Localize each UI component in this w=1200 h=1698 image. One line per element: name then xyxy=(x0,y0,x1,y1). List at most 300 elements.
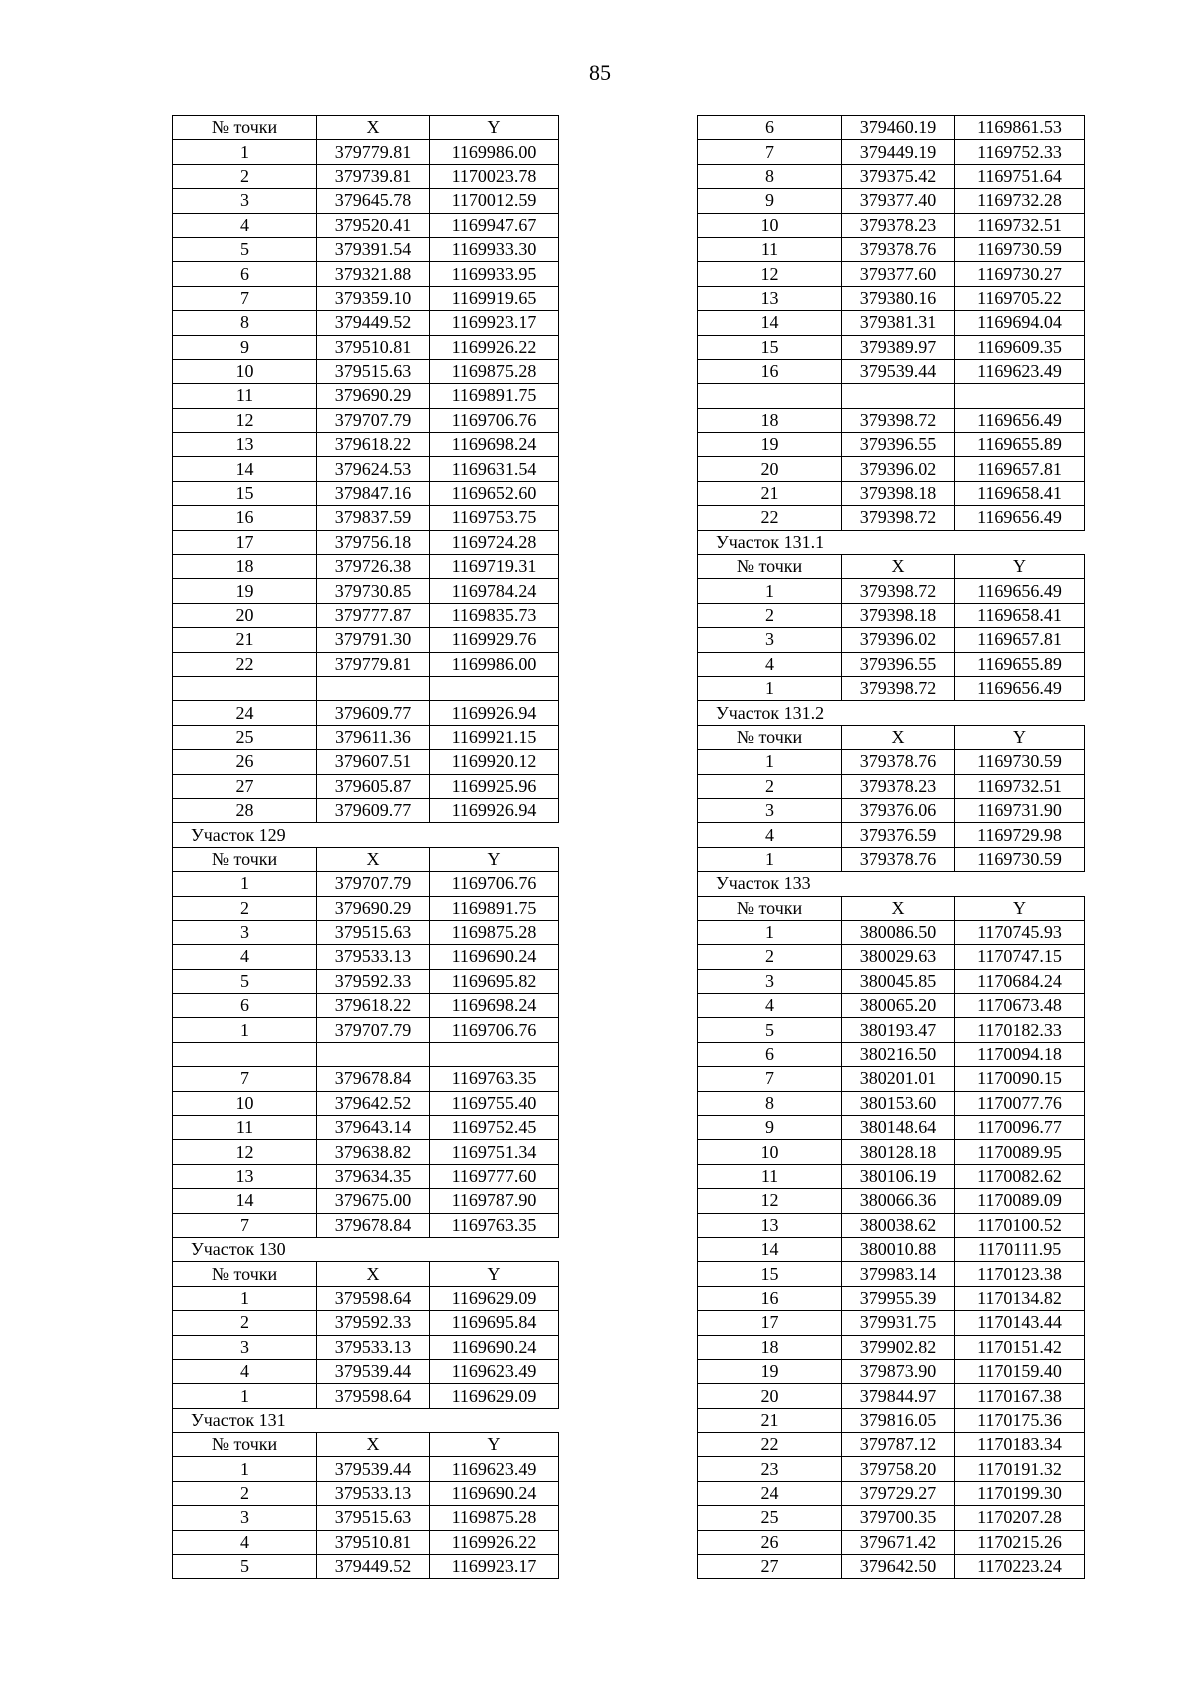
x-coordinate-cell: 380065.20 xyxy=(842,994,955,1018)
table-row xyxy=(173,213,559,237)
y-coordinate-cell: 1169763.35 xyxy=(430,1067,559,1091)
empty-cell xyxy=(430,1042,559,1066)
table-row xyxy=(173,701,559,725)
table-row xyxy=(173,1067,559,1091)
x-coordinate-cell: 379777.87 xyxy=(317,603,430,627)
table-row xyxy=(173,433,559,457)
y-coordinate-cell: 1169609.35 xyxy=(955,335,1085,359)
point-number-cell: 5 xyxy=(173,237,317,261)
table-header-row xyxy=(173,1433,559,1457)
point-number-cell: 5 xyxy=(698,1018,842,1042)
x-coordinate-cell: 379609.77 xyxy=(317,798,430,822)
table-row xyxy=(698,652,1085,676)
table-row xyxy=(698,628,1085,652)
x-coordinate-cell: 379678.84 xyxy=(317,1067,430,1091)
point-number-cell: 26 xyxy=(173,750,317,774)
x-coordinate-cell: 379598.64 xyxy=(317,1384,430,1408)
x-coordinate-cell: 379533.13 xyxy=(317,945,430,969)
table-row xyxy=(173,384,559,408)
table-row xyxy=(698,1457,1085,1481)
y-coordinate-cell: 1170151.42 xyxy=(955,1335,1085,1359)
table-row xyxy=(173,579,559,603)
y-coordinate-cell: 1170215.26 xyxy=(955,1530,1085,1554)
x-coordinate-cell: 379756.18 xyxy=(317,530,430,554)
x-header: X xyxy=(317,1433,430,1457)
table-row xyxy=(173,359,559,383)
point-number-cell: 14 xyxy=(173,1189,317,1213)
point-number-cell: 9 xyxy=(698,1116,842,1140)
x-coordinate-cell: 380201.01 xyxy=(842,1067,955,1091)
x-coordinate-cell: 379396.55 xyxy=(842,652,955,676)
table-row xyxy=(173,725,559,749)
y-coordinate-cell: 1169658.41 xyxy=(955,603,1085,627)
table-row xyxy=(698,481,1085,505)
point-number-cell: 10 xyxy=(173,1091,317,1115)
x-coordinate-cell: 379449.52 xyxy=(317,311,430,335)
table-row xyxy=(173,603,559,627)
y-coordinate-cell: 1169875.28 xyxy=(430,359,559,383)
table-row xyxy=(698,1262,1085,1286)
table-row xyxy=(173,262,559,286)
x-coordinate-cell: 379955.39 xyxy=(842,1286,955,1310)
point-number-cell: 22 xyxy=(698,1433,842,1457)
point-number-cell: 22 xyxy=(173,652,317,676)
point-number-cell: 4 xyxy=(173,1530,317,1554)
table-row xyxy=(173,1481,559,1505)
point-number-cell: 1 xyxy=(173,1286,317,1310)
point-number-cell: 14 xyxy=(173,457,317,481)
y-coordinate-cell: 1169933.30 xyxy=(430,237,559,261)
point-number-cell: 24 xyxy=(173,701,317,725)
y-coordinate-cell: 1170123.38 xyxy=(955,1262,1085,1286)
point-number-cell: 20 xyxy=(698,1384,842,1408)
empty-cell xyxy=(173,1042,317,1066)
x-coordinate-cell: 379726.38 xyxy=(317,555,430,579)
y-header: Y xyxy=(955,555,1085,579)
empty-cell xyxy=(698,384,842,408)
x-coordinate-cell: 379449.52 xyxy=(317,1555,430,1579)
point-number-cell: 10 xyxy=(698,213,842,237)
table-row xyxy=(173,798,559,822)
table-row xyxy=(173,896,559,920)
page-number: 85 xyxy=(589,60,611,85)
table-row xyxy=(698,408,1085,432)
point-number-cell: 19 xyxy=(173,579,317,603)
y-coordinate-cell: 1169694.04 xyxy=(955,311,1085,335)
y-coordinate-cell: 1169875.28 xyxy=(430,1506,559,1530)
point-number-cell: 22 xyxy=(698,506,842,530)
empty-cell xyxy=(317,676,430,700)
y-coordinate-cell: 1169732.28 xyxy=(955,189,1085,213)
point-number-cell: 16 xyxy=(173,506,317,530)
x-coordinate-cell: 379645.78 xyxy=(317,189,430,213)
point-number-cell: 12 xyxy=(698,262,842,286)
empty-cell xyxy=(955,872,1085,896)
x-coordinate-cell: 379391.54 xyxy=(317,237,430,261)
table-row xyxy=(698,1042,1085,1066)
x-coordinate-cell: 379378.23 xyxy=(842,774,955,798)
table-row xyxy=(173,774,559,798)
y-coordinate-cell: 1169629.09 xyxy=(430,1384,559,1408)
y-coordinate-cell: 1170023.78 xyxy=(430,164,559,188)
y-coordinate-cell: 1169690.24 xyxy=(430,1335,559,1359)
x-coordinate-cell: 379510.81 xyxy=(317,1530,430,1554)
point-number-cell: 7 xyxy=(698,140,842,164)
point-number-cell: 5 xyxy=(173,1555,317,1579)
y-header: Y xyxy=(430,116,559,140)
x-coordinate-cell: 379707.79 xyxy=(317,1018,430,1042)
y-coordinate-cell: 1170159.40 xyxy=(955,1359,1085,1383)
x-coordinate-cell: 380106.19 xyxy=(842,1164,955,1188)
point-number-cell: 9 xyxy=(173,335,317,359)
y-coordinate-cell: 1169730.59 xyxy=(955,750,1085,774)
point-number-cell: 20 xyxy=(173,603,317,627)
point-number-cell: 1 xyxy=(173,1457,317,1481)
point-number-cell: 18 xyxy=(698,1335,842,1359)
table-row xyxy=(173,1335,559,1359)
x-coordinate-cell: 379377.60 xyxy=(842,262,955,286)
table-row xyxy=(173,945,559,969)
y-coordinate-cell: 1169787.90 xyxy=(430,1189,559,1213)
point-number-cell: 3 xyxy=(698,969,842,993)
x-header: X xyxy=(317,1262,430,1286)
x-coordinate-cell: 379700.35 xyxy=(842,1506,955,1530)
table-row xyxy=(698,798,1085,822)
point-number-cell: 10 xyxy=(698,1140,842,1164)
y-coordinate-cell: 1170134.82 xyxy=(955,1286,1085,1310)
x-header: X xyxy=(842,725,955,749)
x-coordinate-cell: 379510.81 xyxy=(317,335,430,359)
section-title: Участок 129 xyxy=(173,823,430,847)
x-header: X xyxy=(317,847,430,871)
table-row xyxy=(698,1140,1085,1164)
section-title-row xyxy=(173,823,559,847)
y-coordinate-cell: 1169752.33 xyxy=(955,140,1085,164)
x-coordinate-cell: 379378.76 xyxy=(842,237,955,261)
table-row xyxy=(173,1091,559,1115)
table-row xyxy=(173,506,559,530)
point-number-cell: 15 xyxy=(698,335,842,359)
table-row xyxy=(698,335,1085,359)
y-coordinate-cell: 1169986.00 xyxy=(430,652,559,676)
empty-cell xyxy=(955,530,1085,554)
y-coordinate-cell: 1169986.00 xyxy=(430,140,559,164)
point-number-cell: 8 xyxy=(698,1091,842,1115)
y-coordinate-cell: 1169629.09 xyxy=(430,1286,559,1310)
x-coordinate-cell: 379634.35 xyxy=(317,1164,430,1188)
point-number-cell: 14 xyxy=(698,311,842,335)
x-coordinate-cell: 380153.60 xyxy=(842,1091,955,1115)
section-title-row xyxy=(173,1408,559,1432)
table-row xyxy=(173,335,559,359)
table-row xyxy=(173,1555,559,1579)
point-number-cell: 12 xyxy=(173,1140,317,1164)
x-coordinate-cell: 379396.55 xyxy=(842,433,955,457)
x-coordinate-cell: 379376.59 xyxy=(842,823,955,847)
point-number-cell: 2 xyxy=(698,945,842,969)
x-coordinate-cell: 379533.13 xyxy=(317,1335,430,1359)
table-row xyxy=(698,1408,1085,1432)
point-number-cell: 1 xyxy=(698,750,842,774)
y-coordinate-cell: 1169921.15 xyxy=(430,725,559,749)
table-row xyxy=(698,1091,1085,1115)
table-row xyxy=(173,1164,559,1188)
x-coordinate-cell: 379460.19 xyxy=(842,116,955,140)
x-coordinate-cell: 379642.52 xyxy=(317,1091,430,1115)
x-coordinate-cell: 379707.79 xyxy=(317,872,430,896)
x-coordinate-cell: 379598.64 xyxy=(317,1286,430,1310)
x-coordinate-cell: 379791.30 xyxy=(317,628,430,652)
blank-row xyxy=(698,384,1085,408)
y-coordinate-cell: 1170094.18 xyxy=(955,1042,1085,1066)
x-coordinate-cell: 379671.42 xyxy=(842,1530,955,1554)
section-title: Участок 131 xyxy=(173,1408,430,1432)
point-number-cell: 1 xyxy=(173,1384,317,1408)
table-row xyxy=(698,359,1085,383)
point-number-cell: 4 xyxy=(698,652,842,676)
point-number-cell: 27 xyxy=(173,774,317,798)
table-row xyxy=(173,628,559,652)
point-number-cell: 7 xyxy=(173,1213,317,1237)
point-number-cell: 13 xyxy=(698,1213,842,1237)
table-row xyxy=(698,1286,1085,1310)
section-title-row xyxy=(698,872,1085,896)
point-number-header: № точки xyxy=(173,1433,317,1457)
table-row xyxy=(698,311,1085,335)
table-row xyxy=(698,676,1085,700)
point-number-cell: 11 xyxy=(698,1164,842,1188)
x-coordinate-cell: 379675.00 xyxy=(317,1189,430,1213)
y-coordinate-cell: 1169631.54 xyxy=(430,457,559,481)
table-row xyxy=(698,433,1085,457)
point-number-cell: 23 xyxy=(698,1457,842,1481)
y-coordinate-cell: 1169729.98 xyxy=(955,823,1085,847)
y-coordinate-cell: 1169656.49 xyxy=(955,506,1085,530)
section-title-row xyxy=(173,1237,559,1261)
x-coordinate-cell: 379758.20 xyxy=(842,1457,955,1481)
table-row xyxy=(173,311,559,335)
y-coordinate-cell: 1169705.22 xyxy=(955,286,1085,310)
x-coordinate-cell: 379624.53 xyxy=(317,457,430,481)
point-number-cell: 1 xyxy=(698,676,842,700)
x-coordinate-cell: 379539.44 xyxy=(317,1457,430,1481)
table-row xyxy=(698,286,1085,310)
y-coordinate-cell: 1169753.75 xyxy=(430,506,559,530)
table-row xyxy=(173,408,559,432)
x-coordinate-cell: 379449.19 xyxy=(842,140,955,164)
table-row xyxy=(698,213,1085,237)
table-row xyxy=(173,1530,559,1554)
table-row xyxy=(173,1213,559,1237)
y-coordinate-cell: 1169933.95 xyxy=(430,262,559,286)
point-number-cell: 26 xyxy=(698,1530,842,1554)
y-coordinate-cell: 1170684.24 xyxy=(955,969,1085,993)
point-number-cell: 4 xyxy=(173,1359,317,1383)
point-number-cell: 2 xyxy=(173,1311,317,1335)
x-coordinate-cell: 379398.72 xyxy=(842,579,955,603)
point-number-cell: 2 xyxy=(698,603,842,627)
x-coordinate-cell: 379389.97 xyxy=(842,335,955,359)
x-coordinate-cell: 380038.62 xyxy=(842,1213,955,1237)
y-coordinate-cell: 1170096.77 xyxy=(955,1116,1085,1140)
x-coordinate-cell: 379398.72 xyxy=(842,506,955,530)
y-coordinate-cell: 1169656.49 xyxy=(955,579,1085,603)
point-number-cell: 10 xyxy=(173,359,317,383)
coordinates-table-left xyxy=(172,115,559,1579)
table-row xyxy=(698,1384,1085,1408)
y-coordinate-cell: 1169655.89 xyxy=(955,433,1085,457)
x-coordinate-cell: 379730.85 xyxy=(317,579,430,603)
table-row xyxy=(173,481,559,505)
x-coordinate-cell: 379816.05 xyxy=(842,1408,955,1432)
table-row xyxy=(698,1555,1085,1579)
x-coordinate-cell: 379678.84 xyxy=(317,1213,430,1237)
x-coordinate-cell: 379592.33 xyxy=(317,1311,430,1335)
y-coordinate-cell: 1170089.09 xyxy=(955,1189,1085,1213)
y-coordinate-cell: 1170077.76 xyxy=(955,1091,1085,1115)
section-title: Участок 131.2 xyxy=(698,701,955,725)
y-coordinate-cell: 1169730.27 xyxy=(955,262,1085,286)
point-number-cell: 14 xyxy=(698,1237,842,1261)
y-coordinate-cell: 1169926.94 xyxy=(430,701,559,725)
y-coordinate-cell: 1169731.90 xyxy=(955,798,1085,822)
y-coordinate-cell: 1169657.81 xyxy=(955,457,1085,481)
table-row xyxy=(173,1384,559,1408)
point-number-cell: 4 xyxy=(173,213,317,237)
y-coordinate-cell: 1169763.35 xyxy=(430,1213,559,1237)
y-coordinate-cell: 1169784.24 xyxy=(430,579,559,603)
empty-cell xyxy=(842,384,955,408)
point-number-cell: 13 xyxy=(698,286,842,310)
x-coordinate-cell: 379381.31 xyxy=(842,311,955,335)
y-header: Y xyxy=(430,847,559,871)
x-coordinate-cell: 379378.76 xyxy=(842,750,955,774)
x-coordinate-cell: 380029.63 xyxy=(842,945,955,969)
x-coordinate-cell: 379847.16 xyxy=(317,481,430,505)
table-row xyxy=(698,750,1085,774)
x-coordinate-cell: 379592.33 xyxy=(317,969,430,993)
y-coordinate-cell: 1170183.34 xyxy=(955,1433,1085,1457)
y-coordinate-cell: 1169657.81 xyxy=(955,628,1085,652)
point-number-cell: 1 xyxy=(173,1018,317,1042)
table-row xyxy=(173,189,559,213)
point-number-cell: 12 xyxy=(698,1189,842,1213)
y-coordinate-cell: 1169926.22 xyxy=(430,335,559,359)
x-coordinate-cell: 380128.18 xyxy=(842,1140,955,1164)
y-coordinate-cell: 1169690.24 xyxy=(430,1481,559,1505)
table-header-row xyxy=(173,847,559,871)
point-number-cell: 4 xyxy=(173,945,317,969)
y-coordinate-cell: 1169777.60 xyxy=(430,1164,559,1188)
y-coordinate-cell: 1169875.28 xyxy=(430,920,559,944)
point-number-cell: 9 xyxy=(698,189,842,213)
point-number-cell: 4 xyxy=(698,994,842,1018)
point-number-cell: 28 xyxy=(173,798,317,822)
x-coordinate-cell: 379779.81 xyxy=(317,652,430,676)
point-number-cell: 6 xyxy=(173,262,317,286)
table-row xyxy=(173,1018,559,1042)
y-coordinate-cell: 1169695.82 xyxy=(430,969,559,993)
table-row xyxy=(698,262,1085,286)
y-coordinate-cell: 1170747.15 xyxy=(955,945,1085,969)
point-number-cell: 2 xyxy=(173,896,317,920)
x-coordinate-cell: 379398.72 xyxy=(842,408,955,432)
table-header-row xyxy=(698,555,1085,579)
x-coordinate-cell: 379515.63 xyxy=(317,1506,430,1530)
table-row xyxy=(698,847,1085,871)
y-coordinate-cell: 1169947.67 xyxy=(430,213,559,237)
section-title: Участок 130 xyxy=(173,1237,430,1261)
y-coordinate-cell: 1170223.24 xyxy=(955,1555,1085,1579)
table-row xyxy=(698,1433,1085,1457)
point-number-cell: 16 xyxy=(698,359,842,383)
point-number-cell: 21 xyxy=(698,481,842,505)
table-row xyxy=(173,1189,559,1213)
x-coordinate-cell: 379376.06 xyxy=(842,798,955,822)
x-coordinate-cell: 379873.90 xyxy=(842,1359,955,1383)
x-coordinate-cell: 379515.63 xyxy=(317,359,430,383)
table-row xyxy=(173,1457,559,1481)
empty-cell xyxy=(955,701,1085,725)
point-number-cell: 17 xyxy=(173,530,317,554)
x-coordinate-cell: 379638.82 xyxy=(317,1140,430,1164)
point-number-cell: 18 xyxy=(173,555,317,579)
x-coordinate-cell: 379378.23 xyxy=(842,213,955,237)
x-coordinate-cell: 379380.16 xyxy=(842,286,955,310)
table-row xyxy=(698,920,1085,944)
y-coordinate-cell: 1169751.34 xyxy=(430,1140,559,1164)
point-number-cell: 1 xyxy=(173,140,317,164)
x-coordinate-cell: 380066.36 xyxy=(842,1189,955,1213)
point-number-header: № точки xyxy=(173,847,317,871)
point-number-cell: 21 xyxy=(173,628,317,652)
y-coordinate-cell: 1169919.65 xyxy=(430,286,559,310)
y-coordinate-cell: 1169835.73 xyxy=(430,603,559,627)
y-header: Y xyxy=(955,725,1085,749)
table-row xyxy=(173,1506,559,1530)
table-row xyxy=(698,1359,1085,1383)
table-row xyxy=(173,555,559,579)
table-row xyxy=(698,1311,1085,1335)
section-title-row xyxy=(698,530,1085,554)
point-number-cell: 25 xyxy=(698,1506,842,1530)
y-coordinate-cell: 1169730.59 xyxy=(955,847,1085,871)
table-row xyxy=(698,1237,1085,1261)
table-row xyxy=(698,1189,1085,1213)
y-coordinate-cell: 1170082.62 xyxy=(955,1164,1085,1188)
point-number-cell: 27 xyxy=(698,1555,842,1579)
y-coordinate-cell: 1170111.95 xyxy=(955,1237,1085,1261)
y-header: Y xyxy=(955,896,1085,920)
y-header: Y xyxy=(430,1262,559,1286)
y-coordinate-cell: 1169732.51 xyxy=(955,774,1085,798)
y-coordinate-cell: 1169929.76 xyxy=(430,628,559,652)
table-row xyxy=(173,652,559,676)
table-row xyxy=(173,530,559,554)
y-coordinate-cell: 1170090.15 xyxy=(955,1067,1085,1091)
point-number-cell: 3 xyxy=(173,189,317,213)
y-coordinate-cell: 1169656.49 xyxy=(955,676,1085,700)
y-coordinate-cell: 1169658.41 xyxy=(955,481,1085,505)
y-coordinate-cell: 1169920.12 xyxy=(430,750,559,774)
point-number-header: № точки xyxy=(698,725,842,749)
y-coordinate-cell: 1169690.24 xyxy=(430,945,559,969)
point-number-cell: 1 xyxy=(698,920,842,944)
point-number-cell: 13 xyxy=(173,1164,317,1188)
point-number-cell: 3 xyxy=(173,1506,317,1530)
point-number-cell: 1 xyxy=(698,579,842,603)
table-row xyxy=(698,1335,1085,1359)
